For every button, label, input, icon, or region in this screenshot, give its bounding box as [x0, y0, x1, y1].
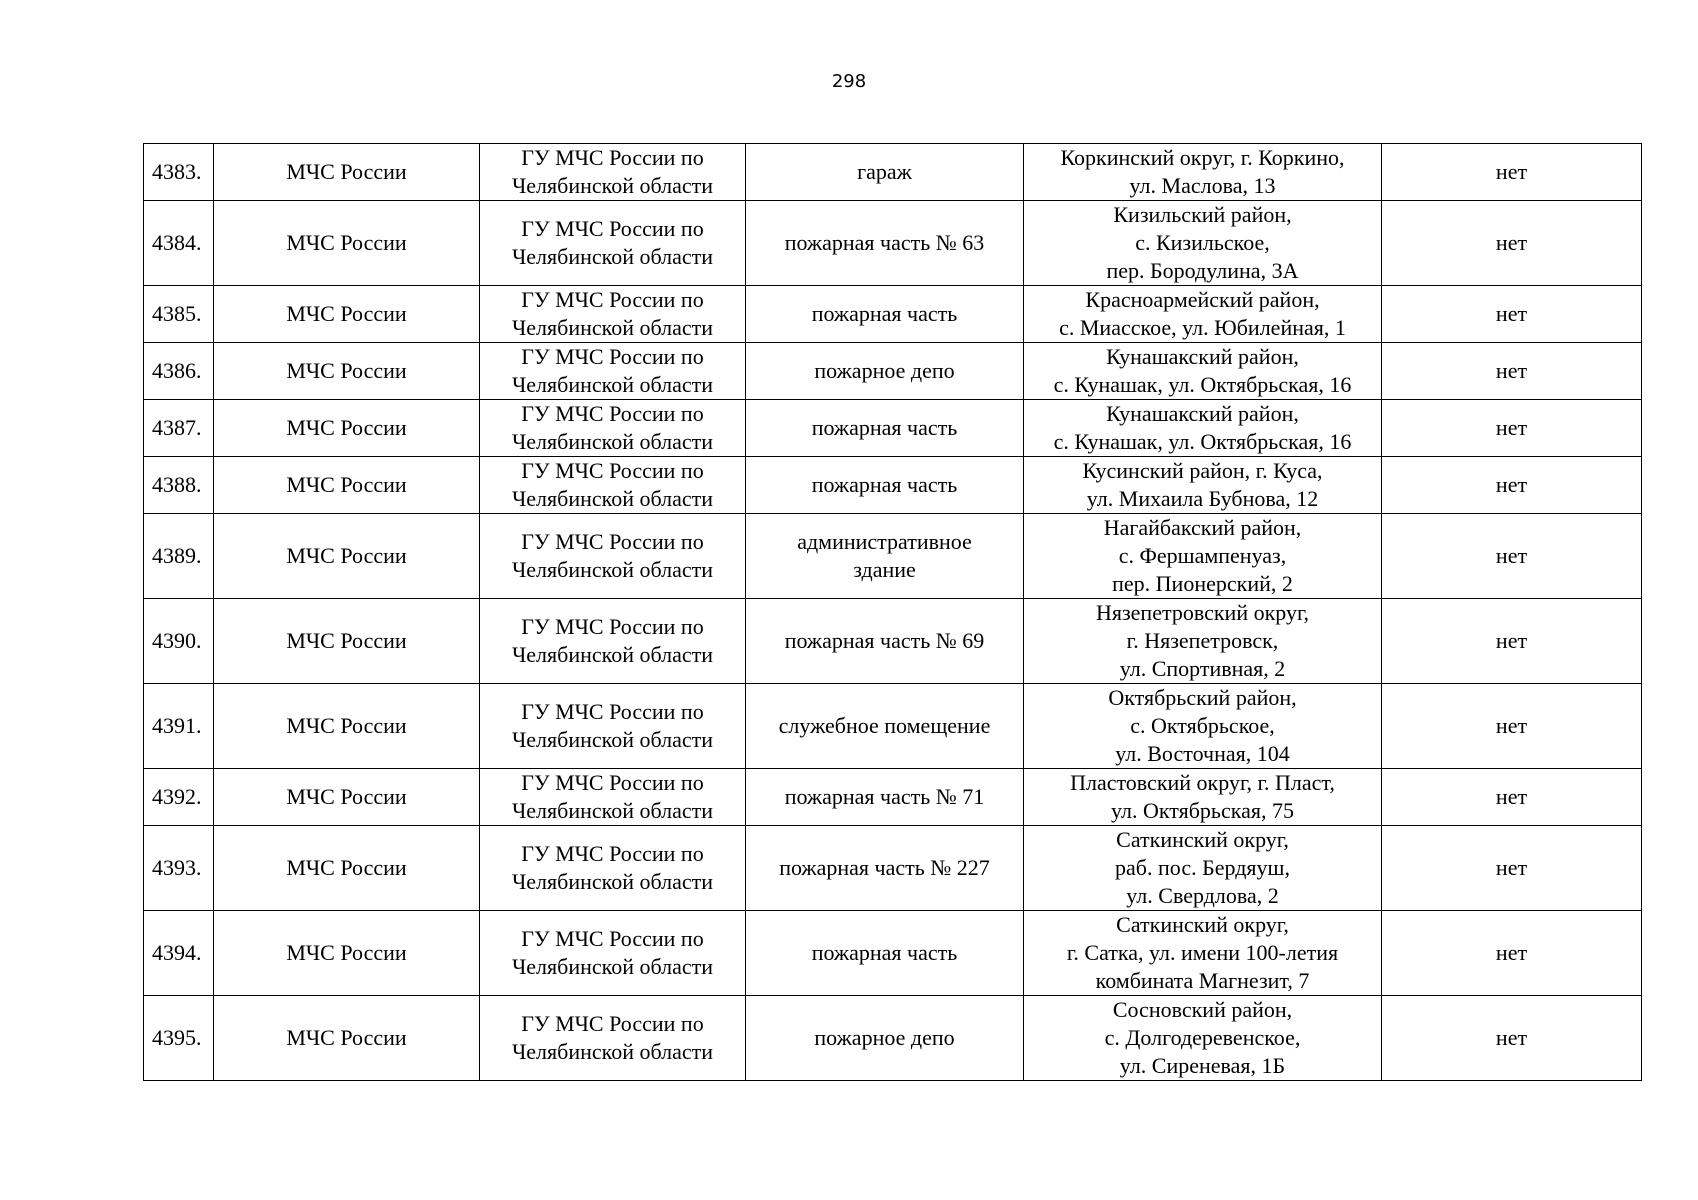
organization-cell: ГУ МЧС России по Челябинской области [480, 996, 746, 1081]
note-cell: нет [1382, 343, 1642, 400]
table-row [144, 684, 1642, 769]
row-number-cell: 4392. [144, 769, 214, 826]
note-cell: нет [1382, 684, 1642, 769]
note-cell: нет [1382, 911, 1642, 996]
organization-cell: ГУ МЧС России по Челябинской области [480, 769, 746, 826]
ministry-cell: МЧС России [214, 514, 480, 599]
address-cell: Кусинский район, г. Куса, ул. Михаила Бубнова, 12 [1024, 457, 1382, 514]
table-row [144, 457, 1642, 514]
note-cell: нет [1382, 996, 1642, 1081]
row-number-cell: 4384. [144, 201, 214, 286]
organization-cell: ГУ МЧС России по Челябинской области [480, 286, 746, 343]
ministry-cell: МЧС России [214, 911, 480, 996]
property-registry-table [143, 143, 1642, 1081]
table-row [144, 996, 1642, 1081]
ministry-cell: МЧС России [214, 457, 480, 514]
table-row [144, 769, 1642, 826]
ministry-cell: МЧС России [214, 996, 480, 1081]
object-name-cell: пожарное депо [746, 343, 1024, 400]
ministry-cell: МЧС России [214, 769, 480, 826]
organization-cell: ГУ МЧС России по Челябинской области [480, 400, 746, 457]
table-row [144, 514, 1642, 599]
row-number-cell: 4386. [144, 343, 214, 400]
note-cell: нет [1382, 201, 1642, 286]
row-number-cell: 4395. [144, 996, 214, 1081]
ministry-cell: МЧС России [214, 201, 480, 286]
note-cell: нет [1382, 514, 1642, 599]
ministry-cell: МЧС России [214, 684, 480, 769]
address-cell: Сосновский район, с. Долгодеревенское, ул. Сиреневая, 1Б [1024, 996, 1382, 1081]
table-row [144, 911, 1642, 996]
ministry-cell: МЧС России [214, 343, 480, 400]
row-number-cell: 4383. [144, 144, 214, 201]
address-cell: Кунашакский район, с. Кунашак, ул. Октябрьская, 16 [1024, 343, 1382, 400]
ministry-cell: МЧС России [214, 286, 480, 343]
object-name-cell: пожарная часть [746, 286, 1024, 343]
address-cell: Красноармейский район, с. Миасское, ул. Юбилейная, 1 [1024, 286, 1382, 343]
note-cell: нет [1382, 826, 1642, 911]
note-cell: нет [1382, 286, 1642, 343]
organization-cell: ГУ МЧС России по Челябинской области [480, 144, 746, 201]
row-number-cell: 4394. [144, 911, 214, 996]
organization-cell: ГУ МЧС России по Челябинской области [480, 514, 746, 599]
table-row [144, 400, 1642, 457]
object-name-cell: пожарная часть [746, 911, 1024, 996]
row-number-cell: 4387. [144, 400, 214, 457]
table-row [144, 144, 1642, 201]
row-number-cell: 4389. [144, 514, 214, 599]
object-name-cell: гараж [746, 144, 1024, 201]
object-name-cell: административное здание [746, 514, 1024, 599]
row-number-cell: 4390. [144, 599, 214, 684]
organization-cell: ГУ МЧС России по Челябинской области [480, 911, 746, 996]
ministry-cell: МЧС России [214, 826, 480, 911]
object-name-cell: пожарная часть [746, 457, 1024, 514]
organization-cell: ГУ МЧС России по Челябинской области [480, 826, 746, 911]
organization-cell: ГУ МЧС России по Челябинской области [480, 599, 746, 684]
row-number-cell: 4385. [144, 286, 214, 343]
table-row [144, 286, 1642, 343]
address-cell: Коркинский округ, г. Коркино, ул. Маслова, 13 [1024, 144, 1382, 201]
address-cell: Нязепетровский округ, г. Нязепетровск, ул. Спортивная, 2 [1024, 599, 1382, 684]
organization-cell: ГУ МЧС России по Челябинской области [480, 684, 746, 769]
address-cell: Саткинский округ, раб. пос. Бердяуш, ул. Свердлова, 2 [1024, 826, 1382, 911]
organization-cell: ГУ МЧС России по Челябинской области [480, 343, 746, 400]
note-cell: нет [1382, 457, 1642, 514]
address-cell: Пластовский округ, г. Пласт, ул. Октябрьская, 75 [1024, 769, 1382, 826]
table-row [144, 826, 1642, 911]
note-cell: нет [1382, 769, 1642, 826]
object-name-cell: пожарная часть № 63 [746, 201, 1024, 286]
ministry-cell: МЧС России [214, 400, 480, 457]
address-cell: Кизильский район, с. Кизильское, пер. Бородулина, 3А [1024, 201, 1382, 286]
object-name-cell: пожарная часть [746, 400, 1024, 457]
organization-cell: ГУ МЧС России по Челябинской области [480, 201, 746, 286]
object-name-cell: пожарная часть № 69 [746, 599, 1024, 684]
ministry-cell: МЧС России [214, 599, 480, 684]
note-cell: нет [1382, 144, 1642, 201]
object-name-cell: пожарное депо [746, 996, 1024, 1081]
object-name-cell: служебное помещение [746, 684, 1024, 769]
note-cell: нет [1382, 400, 1642, 457]
row-number-cell: 4391. [144, 684, 214, 769]
organization-cell: ГУ МЧС России по Челябинской области [480, 457, 746, 514]
table-row [144, 599, 1642, 684]
table-body [144, 144, 1642, 1081]
ministry-cell: МЧС России [214, 144, 480, 201]
note-cell: нет [1382, 599, 1642, 684]
table-row [144, 343, 1642, 400]
row-number-cell: 4388. [144, 457, 214, 514]
address-cell: Нагайбакский район, с. Фершампенуаз, пер. Пионерский, 2 [1024, 514, 1382, 599]
address-cell: Октябрьский район, с. Октябрьское, ул. Восточная, 104 [1024, 684, 1382, 769]
row-number-cell: 4393. [144, 826, 214, 911]
address-cell: Кунашакский район, с. Кунашак, ул. Октябрьская, 16 [1024, 400, 1382, 457]
object-name-cell: пожарная часть № 227 [746, 826, 1024, 911]
object-name-cell: пожарная часть № 71 [746, 769, 1024, 826]
table-row [144, 201, 1642, 286]
address-cell: Саткинский округ, г. Сатка, ул. имени 100-летия комбината Магнезит, 7 [1024, 911, 1382, 996]
page-number: 298 [831, 71, 867, 92]
